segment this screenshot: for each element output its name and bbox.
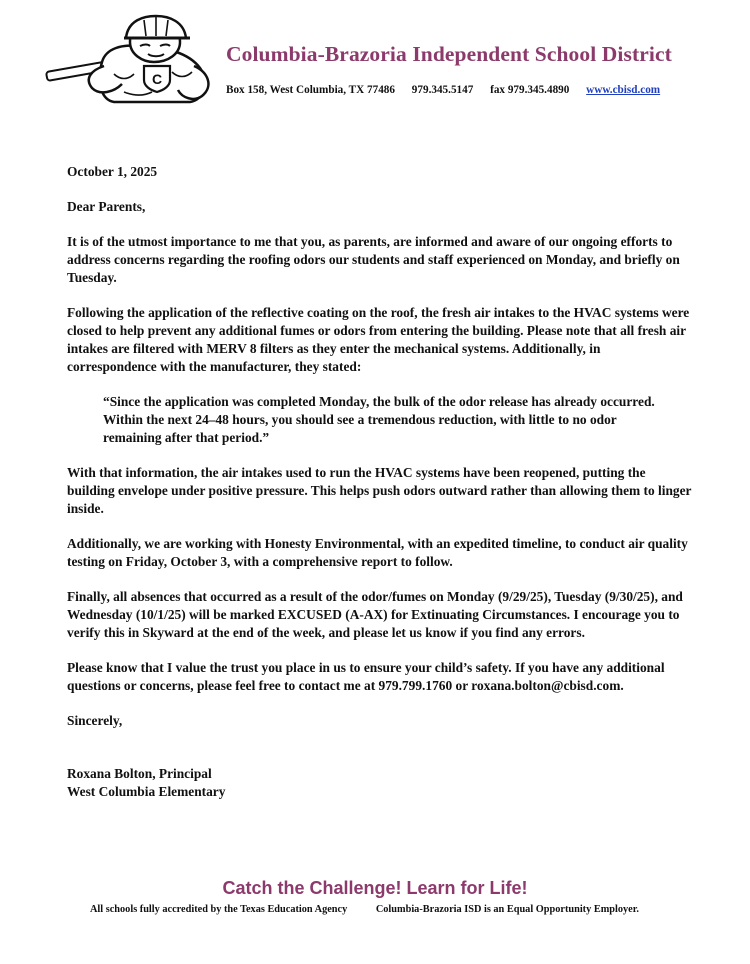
address: Box 158, West Columbia, TX 77486 xyxy=(226,84,395,96)
paragraph: With that information, the air intakes used to run the HVAC systems have been reopened, putting the building envelope under positive pressure. This helps push odors outward rather than allowing them to linger inside. xyxy=(67,465,692,516)
contact-info xyxy=(226,84,660,96)
accreditation-note: All schools fully accredited by the Texas Education Agency xyxy=(90,904,348,915)
paragraph: Please know that I value the trust you place in us to ensure your child’s safety. If you have any additional questions or concerns, please feel free to contact me at 979.799.1760 or roxana.bolton@cbisd.com. xyxy=(67,660,665,693)
paragraph: Additionally, we are working with Honesty Environmental, with an expedited timeline, to conduct air quality testing on Friday, October 3, with a comprehensive report to follow. xyxy=(67,536,688,569)
signer-school: West Columbia Elementary xyxy=(67,784,226,799)
svg-text:C: C xyxy=(151,71,163,87)
fax: fax 979.345.4890 xyxy=(490,84,570,96)
roughneck-mascot-icon xyxy=(44,14,214,104)
paragraph: Following the application of the reflective coating on the roof, the fresh air intakes to the HVAC systems were closed to help prevent any additional fumes or odors from entering the building. Please note that all fresh air intakes are filtered with MERV 8 filters as they enter the mechanical systems. Additionally, in correspondence with the manufacturer, they stated: xyxy=(67,305,690,374)
signature-block xyxy=(67,765,692,801)
salutation: Dear Parents, xyxy=(67,199,146,214)
website-link[interactable]: www.cbisd.com xyxy=(586,84,661,96)
closing: Sincerely, xyxy=(67,713,123,728)
paragraph: It is of the utmost importance to me that you, as parents, are informed and aware of our ongoing efforts to address concerns regarding the roofing odors our students and staff experienced on Monday, and briefly on Tuesday. xyxy=(67,234,680,285)
equal-opportunity-note: Columbia-Brazoria ISD is an Equal Opportunity Employer. xyxy=(375,904,639,915)
district-tagline: Catch the Challenge! Learn for Life! xyxy=(222,878,528,898)
letter-body xyxy=(67,163,692,801)
district-name: Columbia-Brazoria Independent School District xyxy=(226,42,672,66)
signer-name: Roxana Bolton, Principal xyxy=(67,766,212,781)
phone: 979.345.5147 xyxy=(411,84,474,96)
manufacturer-quote: “Since the application was completed Monday, the bulk of the odor release has already occurred. Within the next 24–48 hours, you should see a tremendous reduction, with little to no odor remaining after that period.” xyxy=(103,394,655,445)
paragraph: Finally, all absences that occurred as a result of the odor/fumes on Monday (9/29/25), Tuesday (9/30/25), and Wednesday (10/1/25) will be marked EXCUSED (A-AX) for Extinuating Circumstances. I encourage you to verify this in Skyward at the end of the week, and please let us know if you find any errors. xyxy=(67,589,683,640)
footer-notes xyxy=(90,904,639,915)
letter-date: October 1, 2025 xyxy=(67,164,158,179)
